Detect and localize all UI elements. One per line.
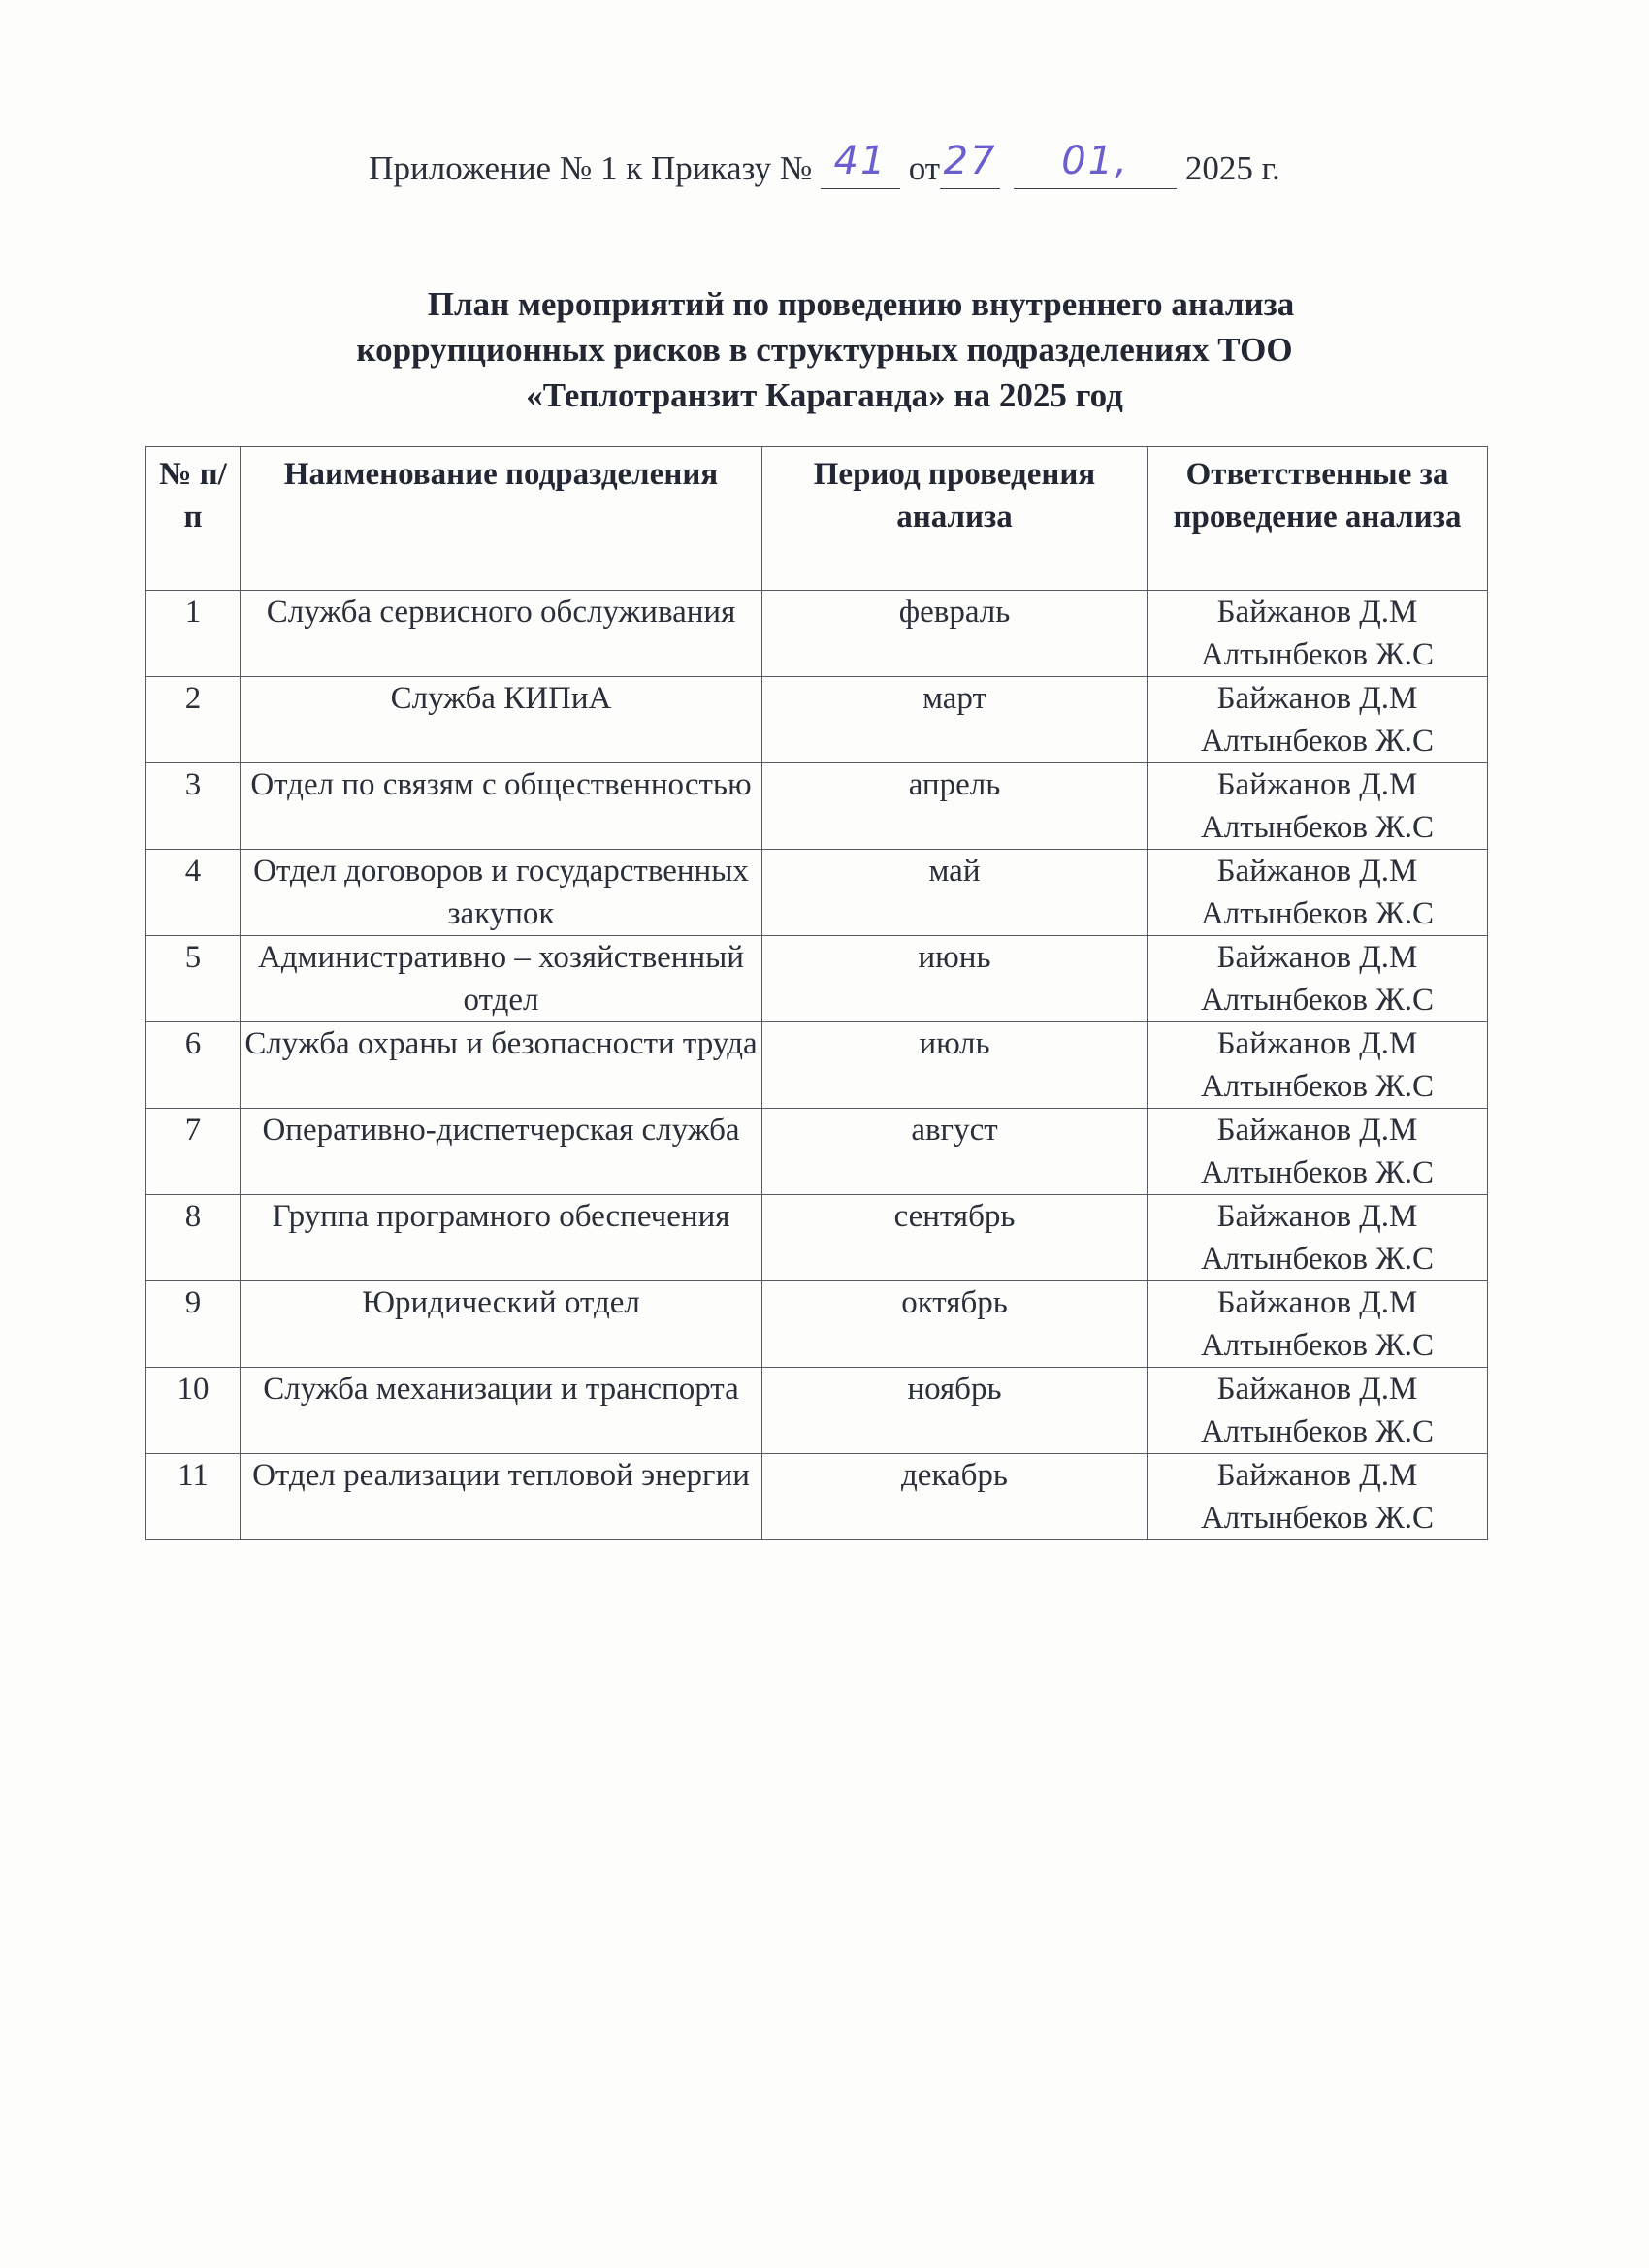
row-responsible	[1148, 936, 1488, 1022]
appendix-header	[0, 139, 1649, 189]
responsible-2: Алтынбеков Ж.С	[1200, 724, 1435, 759]
row-period: октябрь	[762, 1281, 1148, 1368]
day-field	[940, 139, 1000, 189]
table-row	[146, 936, 1488, 1022]
row-name: Отдел по связям с общественностью	[241, 763, 762, 850]
responsible-2: Алтынбеков Ж.С	[1200, 810, 1435, 845]
responsible-2: Алтынбеков Ж.С	[1200, 983, 1435, 1018]
order-number-handwritten: 41	[833, 139, 888, 183]
row-period: март	[762, 677, 1148, 763]
row-period: май	[762, 850, 1148, 936]
table-row	[146, 1022, 1488, 1109]
row-responsible	[1148, 1454, 1488, 1540]
row-responsible	[1148, 1281, 1488, 1368]
document-title	[0, 281, 1649, 418]
responsible-2: Алтынбеков Ж.С	[1200, 1155, 1435, 1190]
table-header-row	[146, 447, 1488, 591]
row-name: Оперативно-диспетчерская служба	[241, 1109, 762, 1195]
row-num: 3	[146, 763, 241, 850]
row-period: июнь	[762, 936, 1148, 1022]
header-name: Наименование подразделения	[241, 447, 762, 591]
table-row	[146, 1368, 1488, 1454]
responsible-2: Алтынбеков Ж.С	[1200, 1414, 1435, 1449]
title-line-1: План мероприятий по проведению внутреннего анализа	[427, 285, 1295, 323]
table-row	[146, 1109, 1488, 1195]
row-name: Отдел договоров и государственных закупок	[241, 850, 762, 936]
order-number-field	[821, 139, 900, 189]
responsible-1: Байжанов Д.М	[1216, 681, 1418, 716]
table-row	[146, 1454, 1488, 1540]
responsible-1: Байжанов Д.М	[1216, 1026, 1418, 1061]
row-responsible	[1148, 1368, 1488, 1454]
row-responsible	[1148, 1109, 1488, 1195]
title-line-3: «Теплотранзит Караганда» на 2025 год	[526, 376, 1123, 414]
plan-table	[146, 446, 1488, 1540]
responsible-1: Байжанов Д.М	[1216, 1199, 1418, 1234]
from-label: от	[908, 149, 941, 187]
header-period: Период проведения анализа	[762, 447, 1148, 591]
row-period: август	[762, 1109, 1148, 1195]
table-row	[146, 1195, 1488, 1281]
row-num: 11	[146, 1454, 241, 1540]
table-row	[146, 1281, 1488, 1368]
row-name: Служба охраны и безопасности труда	[241, 1022, 762, 1109]
responsible-1: Байжанов Д.М	[1216, 595, 1418, 630]
table-body	[146, 591, 1488, 1540]
row-num: 8	[146, 1195, 241, 1281]
appendix-prefix: Приложение № 1 к Приказу №	[369, 149, 813, 187]
row-name: Служба механизации и транспорта	[241, 1368, 762, 1454]
row-responsible	[1148, 763, 1488, 850]
responsible-1: Байжанов Д.М	[1216, 1113, 1418, 1148]
row-name: Служба сервисного обслуживания	[241, 591, 762, 677]
responsible-1: Байжанов Д.М	[1216, 1372, 1418, 1407]
row-name: Группа програмного обеспечения	[241, 1195, 762, 1281]
row-responsible	[1148, 591, 1488, 677]
title-line-2: коррупционных рисков в структурных подразделениях ТОО	[356, 331, 1293, 369]
row-num: 9	[146, 1281, 241, 1368]
table-row	[146, 677, 1488, 763]
month-handwritten: 01,	[1061, 139, 1129, 183]
row-num: 6	[146, 1022, 241, 1109]
row-responsible	[1148, 677, 1488, 763]
row-period: февраль	[762, 591, 1148, 677]
year-suffix: 2025 г.	[1184, 149, 1280, 187]
row-period: ноябрь	[762, 1368, 1148, 1454]
responsible-2: Алтынбеков Ж.С	[1200, 1501, 1435, 1536]
row-responsible	[1148, 850, 1488, 936]
row-period: апрель	[762, 763, 1148, 850]
row-num: 4	[146, 850, 241, 936]
responsible-1: Байжанов Д.М	[1216, 1285, 1418, 1320]
table-row	[146, 591, 1488, 677]
responsible-2: Алтынбеков Ж.С	[1200, 1069, 1435, 1104]
row-name: Отдел реализации тепловой энергии	[241, 1454, 762, 1540]
table-row	[146, 763, 1488, 850]
row-period: сентябрь	[762, 1195, 1148, 1281]
row-num: 2	[146, 677, 241, 763]
row-name: Административно – хозяйственный отдел	[241, 936, 762, 1022]
row-num: 5	[146, 936, 241, 1022]
responsible-1: Байжанов Д.М	[1216, 854, 1418, 889]
row-responsible	[1148, 1022, 1488, 1109]
header-responsible: Ответственные за проведение анализа	[1148, 447, 1488, 591]
month-field	[1014, 139, 1177, 189]
responsible-1: Байжанов Д.М	[1216, 940, 1418, 975]
table-row	[146, 850, 1488, 936]
responsible-2: Алтынбеков Ж.С	[1200, 896, 1435, 931]
day-handwritten: 27	[943, 139, 997, 183]
responsible-1: Байжанов Д.М	[1216, 767, 1418, 802]
row-num: 10	[146, 1368, 241, 1454]
row-num: 7	[146, 1109, 241, 1195]
header-num: № п/п	[146, 447, 241, 591]
row-num: 1	[146, 591, 241, 677]
row-responsible	[1148, 1195, 1488, 1281]
row-period: июль	[762, 1022, 1148, 1109]
responsible-2: Алтынбеков Ж.С	[1200, 1328, 1435, 1363]
row-period: декабрь	[762, 1454, 1148, 1540]
responsible-1: Байжанов Д.М	[1216, 1458, 1418, 1493]
responsible-2: Алтынбеков Ж.С	[1200, 1242, 1435, 1277]
row-name: Юридический отдел	[241, 1281, 762, 1368]
row-name: Служба КИПиА	[241, 677, 762, 763]
responsible-2: Алтынбеков Ж.С	[1200, 637, 1435, 672]
